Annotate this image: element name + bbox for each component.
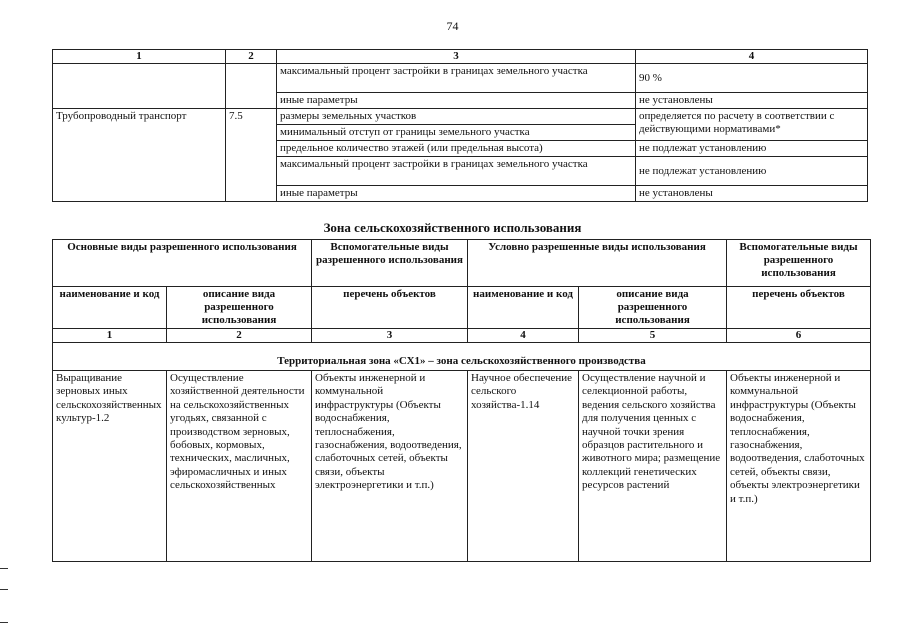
aux-objects-list: Объекты инженерной и коммунальной инфраструктуры (Объекты водоснабжения, теплоснабжения, газоснабжения, водоотведения, слаботочных сетей, объекты связи, объекты электроэнергетики и т.п.) bbox=[312, 371, 468, 562]
conditional-use-description: Осуществление научной и селекционной работы, ведения сельского хозяйства для получения ценных с научной точки зрения образцов растительного и животного мира; размещение коллекций генетических ресурсов растений bbox=[579, 371, 727, 562]
empty-cell bbox=[53, 64, 226, 109]
subheader-description: описание вида разрешенного использования bbox=[167, 287, 312, 329]
value-cell: не установлены bbox=[636, 186, 868, 202]
param-cell: максимальный процент застройки в границах земельного участка bbox=[277, 157, 636, 186]
empty-cell bbox=[226, 64, 277, 109]
column-number: 1 bbox=[53, 329, 167, 343]
value-cell: определяется по расчету в соответствии с действующими нормативами* bbox=[636, 109, 868, 141]
main-use-description: Осуществление хозяйственной деятельности на сельскохозяйственных угодьях, связанной с производством зерновых, бобовых, кормовых, технических, масличных, эфиромасличных и иных сельскохозяйственных bbox=[167, 371, 312, 562]
section-title: Зона сельскохозяйственного использования bbox=[323, 220, 582, 235]
column-number-2: 2 bbox=[226, 50, 277, 64]
value-cell: 90 % bbox=[636, 64, 868, 93]
param-cell: минимальный отступ от границы земельного участка bbox=[277, 125, 636, 141]
main-use-name: Выращивание зерновых иных сельскохозяйственных культур-1.2 bbox=[53, 371, 167, 562]
zone-title-row bbox=[53, 343, 871, 371]
conditional-aux-objects-list: Объекты инженерной и коммунальной инфраструктуры (Объекты водоснабжения, теплоснабжения, газоснабжения, водоотведения, слаботочных сетей, объекты связи, объекты электроэнергетики и т.п.) bbox=[727, 371, 871, 562]
column-number: 2 bbox=[167, 329, 312, 343]
header-conditional-uses: Условно разрешенные виды использования bbox=[468, 240, 727, 287]
table-header-row bbox=[53, 50, 868, 64]
header-aux-uses-conditional: Вспомогательные виды разрешенного использования bbox=[727, 240, 871, 287]
param-cell: максимальный процент застройки в границах земельного участка bbox=[277, 64, 636, 93]
sub-header-row bbox=[53, 287, 871, 329]
zoning-table bbox=[52, 239, 871, 562]
column-number: 3 bbox=[312, 329, 468, 343]
value-cell: не подлежат установлению bbox=[636, 141, 868, 157]
margin-mark bbox=[0, 568, 8, 590]
group-header-row bbox=[53, 240, 871, 287]
param-cell: размеры земельных участков bbox=[277, 109, 636, 125]
subheader-description: описание вида разрешенного использования bbox=[579, 287, 727, 329]
param-cell: иные параметры bbox=[277, 186, 636, 202]
page-number: 74 bbox=[446, 19, 459, 33]
column-number: 5 bbox=[579, 329, 727, 343]
value-cell: не установлены bbox=[636, 93, 868, 109]
table-row bbox=[53, 64, 868, 93]
header-main-uses: Основные виды разрешенного использования bbox=[53, 240, 312, 287]
column-number-4: 4 bbox=[636, 50, 868, 64]
margin-mark bbox=[0, 622, 8, 623]
use-name-cell: Трубопроводный транспорт bbox=[53, 109, 226, 202]
value-cell: не подлежат установлению bbox=[636, 157, 868, 186]
column-number: 4 bbox=[468, 329, 579, 343]
zone-title: Территориальная зона «СХ1» – зона сельскохозяйственного производства bbox=[53, 343, 871, 371]
use-code-cell: 7.5 bbox=[226, 109, 277, 202]
subheader-objects: перечень объектов bbox=[312, 287, 468, 329]
column-number-3: 3 bbox=[277, 50, 636, 64]
param-cell: иные параметры bbox=[277, 93, 636, 109]
param-cell: предельное количество этажей (или предельная высота) bbox=[277, 141, 636, 157]
table-row bbox=[53, 109, 868, 125]
subheader-name-code: наименование и код bbox=[53, 287, 167, 329]
table-row bbox=[53, 371, 871, 562]
conditional-use-name: Научное обеспечение сельского хозяйства-1.14 bbox=[468, 371, 579, 562]
header-aux-uses: Вспомогательные виды разрешенного использования bbox=[312, 240, 468, 287]
column-number-1: 1 bbox=[53, 50, 226, 64]
subheader-name-code: наименование и код bbox=[468, 287, 579, 329]
parameters-table bbox=[52, 49, 868, 202]
column-number-row bbox=[53, 329, 871, 343]
column-number: 6 bbox=[727, 329, 871, 343]
subheader-objects: перечень объектов bbox=[727, 287, 871, 329]
